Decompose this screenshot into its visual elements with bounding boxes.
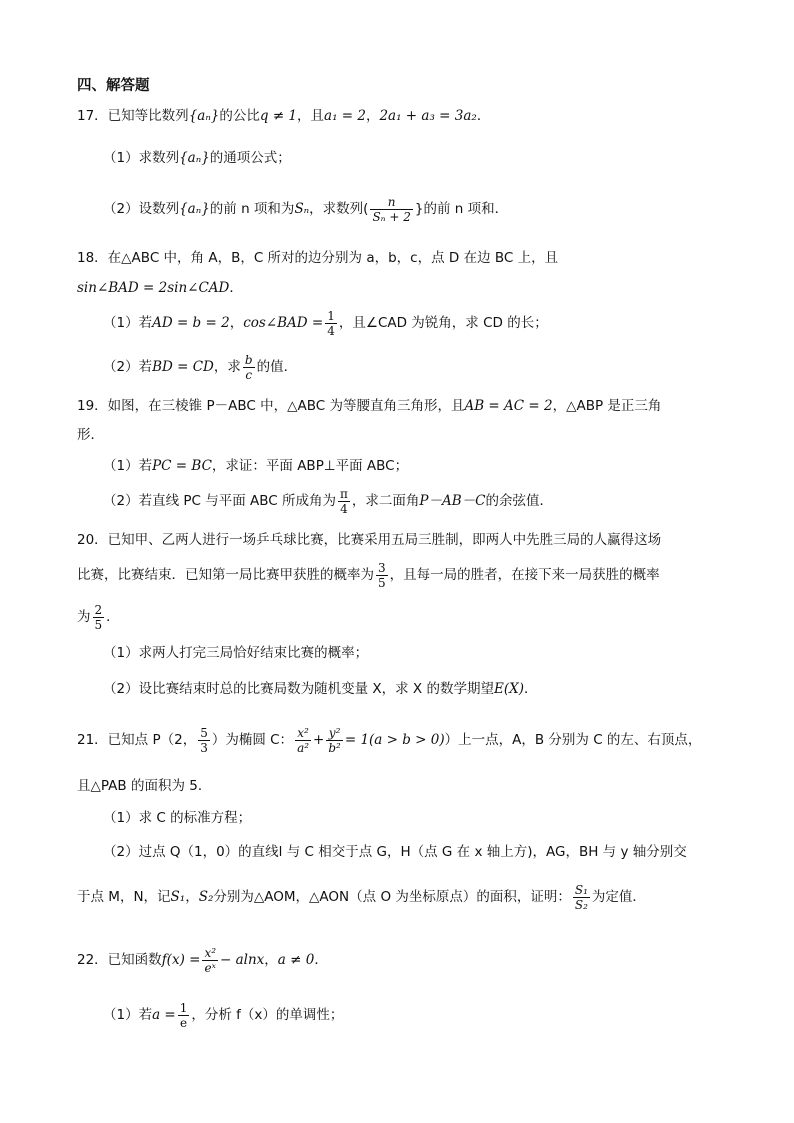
q19-stem-line1: 19．如图，在三棱锥 P－ABC 中，△ABC 为等腰直角三角形，且AB = AC = 2，△ABP 是正三角 (77, 398, 662, 414)
q22-part1: （1）若a = $\frac{1}{e}$ ，分析 f（x）的单调性； (103, 1000, 344, 1030)
q21-y-term: $\frac{\text{y²}}{\text{b²}}$ (328, 725, 341, 755)
q18-cos-fraction: $\frac{1}{4}$ (327, 308, 335, 338)
q22-fraction: $\frac{\text{x²}}{\text{eˣ}}$ (204, 945, 217, 975)
q17-part2: （2）设数列{aₙ}的前 n 项和为Sₙ，求数列( $\frac{n}{\text{Sₙ + 2}}$ }的前 n 项和． (103, 194, 509, 224)
q21-stem-line2: 且△PAB 的面积为 5． (77, 778, 212, 794)
q18-stem-line1: 18．在△ABC 中，角 A，B，C 所对的边分别为 a，b，c，点 D 在边 BC 上，且 (77, 250, 559, 266)
q19-angle-fraction: $\frac{\pi}{4}$ (340, 486, 348, 516)
q21-area-ratio: $\frac{\text{S₁}}{\text{S₂}}$ (574, 882, 588, 912)
q20-stem-line3: 为 $\frac{2}{5}$ ． (77, 602, 120, 632)
q22-a-fraction: $\frac{1}{e}$ (179, 1000, 188, 1030)
q18-part1: （1）若AD = b = 2，cos∠BAD = $\frac{1}{4}$ ，且∠CAD 为锐角，求 CD 的长； (103, 308, 548, 338)
q22-stem: 22．已知函数f(x) = $\frac{\text{x²}}{\text{eˣ}}$ − alnx，a ≠ 0． (77, 945, 328, 975)
q20-part1: （1）求两人打完三局恰好结束比赛的概率； (103, 645, 369, 661)
q21-x-term: $\frac{\text{x²}}{\text{a²}}$ (297, 725, 310, 755)
q20-stem-line2: 比赛，比赛结束．已知第一局比赛甲获胜的概率为 $\frac{3}{5}$ ，且每一局的胜者，在接下来一局获胜的概率 (77, 560, 660, 590)
q21-stem-line1: 21．已知点 P（2， $\frac{5}{3}$ ）为椭圆 C： $\frac{\text{x²}}{\text{a²}}$ + $\frac{\text{y²}}{\text{b²}}$ = 1(a > b > 0)）上一点，A，B 分别为 C 的左、右顶点， (77, 725, 702, 755)
q20-part2: （2）设比赛结束时总的比赛局数为随机变量 X，求 X 的数学期望E(X)． (103, 681, 538, 697)
q17-fraction: $\frac{n}{\text{Sₙ + 2}}$ (372, 194, 411, 224)
section-title: 四、解答题 (77, 78, 150, 94)
q18-part2: （2）若BD = CD，求 $\frac{b}{c}$ 的值． (103, 352, 298, 382)
q19-stem-line2: 形． (77, 427, 104, 443)
q20-stem-line1: 20．已知甲、乙两人进行一场乒乓球比赛，比赛采用五局三胜制，即两人中先胜三局的人赢得这场 (77, 532, 662, 548)
q17-stem: 17．已知等比数列{aₙ}的公比q ≠ 1，且a₁ = 2，2a₁ + a₃ = 3a₂． (77, 108, 491, 124)
q21-part1: （1）求 C 的标准方程； (103, 810, 252, 826)
q21-part2-line1: （2）过点 Q（1，0）的直线l 与 C 相交于点 G，H（点 G 在 x 轴上方)，AG，BH 与 y 轴分别交 (103, 844, 687, 860)
q21-part2-line2: 于点 M，N，记S₁，S₂分别为△AOM，△AON（点 O 为坐标原点）的面积，证明： $\frac{\text{S₁}}{\text{S₂}}$ 为定值． (77, 882, 646, 912)
q20-prob-fraction-2: $\frac{2}{5}$ (94, 602, 103, 632)
q19-part2: （2）若直线 PC 与平面 ABC 所成角为 $\frac{\pi}{4}$ ，求二面角P－AB－C的余弦值． (103, 486, 553, 516)
q18-stem-line2: sin∠BAD = 2sin∠CAD． (77, 280, 243, 296)
q19-part1: （1）若PC = BC，求证：平面 ABP⊥平面 ABC； (103, 458, 409, 474)
q17-part1: （1）求数列{aₙ}的通项公式； (103, 150, 291, 166)
q20-prob-fraction-1: $\frac{3}{5}$ (378, 560, 386, 590)
q21-point-fraction: $\frac{5}{3}$ (200, 725, 208, 755)
q18-ratio-fraction: $\frac{b}{c}$ (244, 352, 253, 382)
